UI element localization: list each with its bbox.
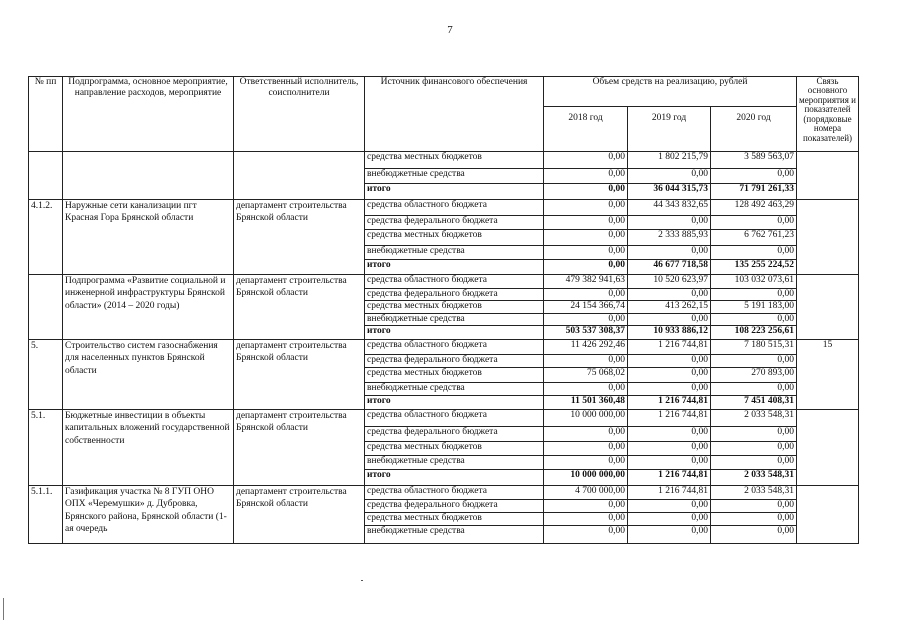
item-link: 15 [797, 340, 859, 410]
amount-2018: 0,00 [544, 169, 628, 184]
funding-source: внебюджетные средства [365, 246, 544, 260]
table-row [29, 152, 859, 169]
header-year-2020: 2020 год [711, 107, 797, 152]
amount-2018: 0,00 [544, 355, 628, 368]
page-number: 7 [447, 24, 453, 36]
header-year-2018: 2018 год [544, 107, 628, 152]
item-executor: департамент строительства Брянской области [234, 486, 365, 544]
item-executor: департамент строительства Брянской области [234, 275, 365, 340]
amount-2019: 1 216 744,81 [628, 470, 711, 486]
amount-2020: 2 033 548,31 [711, 486, 797, 500]
amount-2020: 0,00 [711, 246, 797, 260]
amount-2020: 2 033 548,31 [711, 410, 797, 427]
amount-2019: 413 262,15 [628, 301, 711, 314]
amount-2018: 4 700 000,00 [544, 486, 628, 500]
amount-2018: 0,00 [544, 513, 628, 526]
item-code: 4.1.2. [29, 200, 63, 275]
amount-2020: 0,00 [711, 314, 797, 326]
amount-2020: 7 451 408,31 [711, 396, 797, 410]
item-executor [234, 152, 365, 200]
amount-2020: 0,00 [711, 526, 797, 544]
amount-2018: 0,00 [544, 152, 628, 169]
amount-2018: 479 382 941,63 [544, 275, 628, 289]
funding-table [28, 76, 859, 544]
amount-2019: 0,00 [628, 526, 711, 544]
amount-2020: 0,00 [711, 289, 797, 301]
amount-2019: 0,00 [628, 500, 711, 513]
amount-2018: 11 426 292,46 [544, 340, 628, 355]
amount-2019: 44 343 832,65 [628, 200, 711, 216]
amount-2019: 0,00 [628, 368, 711, 383]
item-link [797, 152, 859, 200]
amount-2019: 0,00 [628, 216, 711, 230]
amount-2018: 503 537 308,37 [544, 326, 628, 340]
funding-source: средства местных бюджетов [365, 152, 544, 169]
amount-2019: 0,00 [628, 513, 711, 526]
amount-2019: 1 216 744,81 [628, 340, 711, 355]
amount-2019: 0,00 [628, 383, 711, 396]
amount-2020: 0,00 [711, 500, 797, 513]
amount-2018: 0,00 [544, 500, 628, 513]
amount-2020: 108 223 256,61 [711, 326, 797, 340]
funding-source: внебюджетные средства [365, 383, 544, 396]
item-name: Бюджетные инвестиции в объекты капитальных вложений государственной собственности [63, 410, 234, 486]
item-executor: департамент строительства Брянской области [234, 410, 365, 486]
table-row [29, 275, 859, 289]
funding-source: средства федерального бюджета [365, 289, 544, 301]
funding-source: итого [365, 326, 544, 340]
amount-2018: 0,00 [544, 289, 628, 301]
funding-source: средства областного бюджета [365, 200, 544, 216]
item-code [29, 152, 63, 200]
funding-source: средства федерального бюджета [365, 355, 544, 368]
amount-2019: 2 333 885,93 [628, 230, 711, 246]
amount-2018: 0,00 [544, 314, 628, 326]
amount-2020: 3 589 563,07 [711, 152, 797, 169]
funding-source: средства местных бюджетов [365, 368, 544, 383]
amount-2018: 0,00 [544, 442, 628, 456]
table-row [29, 200, 859, 216]
header-volume: Объем средств на реализацию, рублей [544, 77, 797, 107]
item-name: Наружные сети канализации пгт Красная Гора Брянской области [63, 200, 234, 275]
amount-2018: 10 000 000,00 [544, 410, 628, 427]
amount-2019: 0,00 [628, 427, 711, 442]
amount-2020: 71 791 261,33 [711, 184, 797, 200]
table-body [29, 152, 859, 544]
funding-source: средства местных бюджетов [365, 230, 544, 246]
table-row [29, 486, 859, 500]
item-code: 5. [29, 340, 63, 410]
header-year-2019: 2019 год [628, 107, 711, 152]
amount-2018: 0,00 [544, 200, 628, 216]
item-name: Подпрограмма «Развитие социальной и инженерной инфраструктуры Брянской области» (2014 – 2020 годы) [63, 275, 234, 340]
amount-2020: 0,00 [711, 427, 797, 442]
item-executor: департамент строительства Брянской области [234, 340, 365, 410]
funding-source: средства федерального бюджета [365, 500, 544, 513]
item-link [797, 275, 859, 340]
funding-source: внебюджетные средства [365, 526, 544, 544]
amount-2018: 0,00 [544, 383, 628, 396]
funding-source: средства местных бюджетов [365, 442, 544, 456]
header-num: № пп [29, 77, 63, 152]
funding-source: средства областного бюджета [365, 410, 544, 427]
amount-2018: 0,00 [544, 526, 628, 544]
amount-2020: 6 762 761,23 [711, 230, 797, 246]
amount-2019: 0,00 [628, 169, 711, 184]
funding-source: итого [365, 260, 544, 275]
amount-2019: 1 802 215,79 [628, 152, 711, 169]
amount-2019: 36 044 315,73 [628, 184, 711, 200]
amount-2020: 0,00 [711, 383, 797, 396]
table-row [29, 340, 859, 355]
amount-2019: 10 933 886,12 [628, 326, 711, 340]
amount-2018: 0,00 [544, 260, 628, 275]
header-executor: Ответственный исполнитель, соисполнители [234, 77, 365, 152]
funding-source: итого [365, 184, 544, 200]
funding-source: средства местных бюджетов [365, 301, 544, 314]
item-link [797, 200, 859, 275]
amount-2020: 0,00 [711, 456, 797, 470]
amount-2020: 5 191 183,00 [711, 301, 797, 314]
amount-2020: 0,00 [711, 513, 797, 526]
amount-2019: 46 677 718,58 [628, 260, 711, 275]
amount-2018: 0,00 [544, 427, 628, 442]
amount-2018: 10 000 000,00 [544, 470, 628, 486]
amount-2020: 135 255 224,52 [711, 260, 797, 275]
funding-source: средства областного бюджета [365, 340, 544, 355]
funding-source: средства федерального бюджета [365, 427, 544, 442]
amount-2020: 2 033 548,31 [711, 470, 797, 486]
amount-2019: 0,00 [628, 456, 711, 470]
amount-2019: 0,00 [628, 314, 711, 326]
amount-2019: 0,00 [628, 355, 711, 368]
item-name: Строительство систем газоснабжения для населенных пунктов Брянской области [63, 340, 234, 410]
amount-2019: 10 520 623,97 [628, 275, 711, 289]
amount-2020: 128 492 463,29 [711, 200, 797, 216]
amount-2020: 0,00 [711, 216, 797, 230]
header-source: Источник финансового обеспечения [365, 77, 544, 152]
amount-2018: 11 501 360,48 [544, 396, 628, 410]
amount-2019: 0,00 [628, 246, 711, 260]
scan-mark [361, 580, 363, 581]
amount-2020: 0,00 [711, 355, 797, 368]
funding-source: итого [365, 396, 544, 410]
amount-2020: 0,00 [711, 442, 797, 456]
funding-source: средства федерального бюджета [365, 216, 544, 230]
table-row [29, 410, 859, 427]
header-link: Связь основного мероприятия и показателей (порядковые номера показателей) [797, 77, 859, 152]
header-name: Подпрограмма, основное мероприятие, направление расходов, мероприятие [63, 77, 234, 152]
amount-2018: 0,00 [544, 246, 628, 260]
amount-2018: 0,00 [544, 184, 628, 200]
funding-source: внебюджетные средства [365, 314, 544, 326]
item-link [797, 486, 859, 544]
funding-source: внебюджетные средства [365, 456, 544, 470]
amount-2018: 0,00 [544, 230, 628, 246]
amount-2019: 1 216 744,81 [628, 410, 711, 427]
item-name: Газификация участка № 8 ГУП ОНО ОПХ «Черемушки» д. Дубровка, Брянского района, Брянской области (1-ая очередь [63, 486, 234, 544]
funding-source: внебюджетные средства [365, 169, 544, 184]
amount-2019: 0,00 [628, 442, 711, 456]
amount-2019: 1 216 744,81 [628, 486, 711, 500]
funding-source: средства местных бюджетов [365, 513, 544, 526]
item-name [63, 152, 234, 200]
scan-edge-mark [3, 598, 4, 620]
funding-source: средства областного бюджета [365, 486, 544, 500]
item-code: 5.1. [29, 410, 63, 486]
amount-2020: 270 893,00 [711, 368, 797, 383]
amount-2019: 1 216 744,81 [628, 396, 711, 410]
amount-2020: 7 180 515,31 [711, 340, 797, 355]
funding-source: средства областного бюджета [365, 275, 544, 289]
item-code [29, 275, 63, 340]
amount-2019: 0,00 [628, 289, 711, 301]
item-executor: департамент строительства Брянской области [234, 200, 365, 275]
amount-2018: 75 068,02 [544, 368, 628, 383]
item-code: 5.1.1. [29, 486, 63, 544]
amount-2018: 0,00 [544, 216, 628, 230]
item-link [797, 410, 859, 486]
amount-2018: 24 154 366,74 [544, 301, 628, 314]
amount-2018: 0,00 [544, 456, 628, 470]
amount-2020: 103 032 073,61 [711, 275, 797, 289]
amount-2020: 0,00 [711, 169, 797, 184]
funding-source: итого [365, 470, 544, 486]
